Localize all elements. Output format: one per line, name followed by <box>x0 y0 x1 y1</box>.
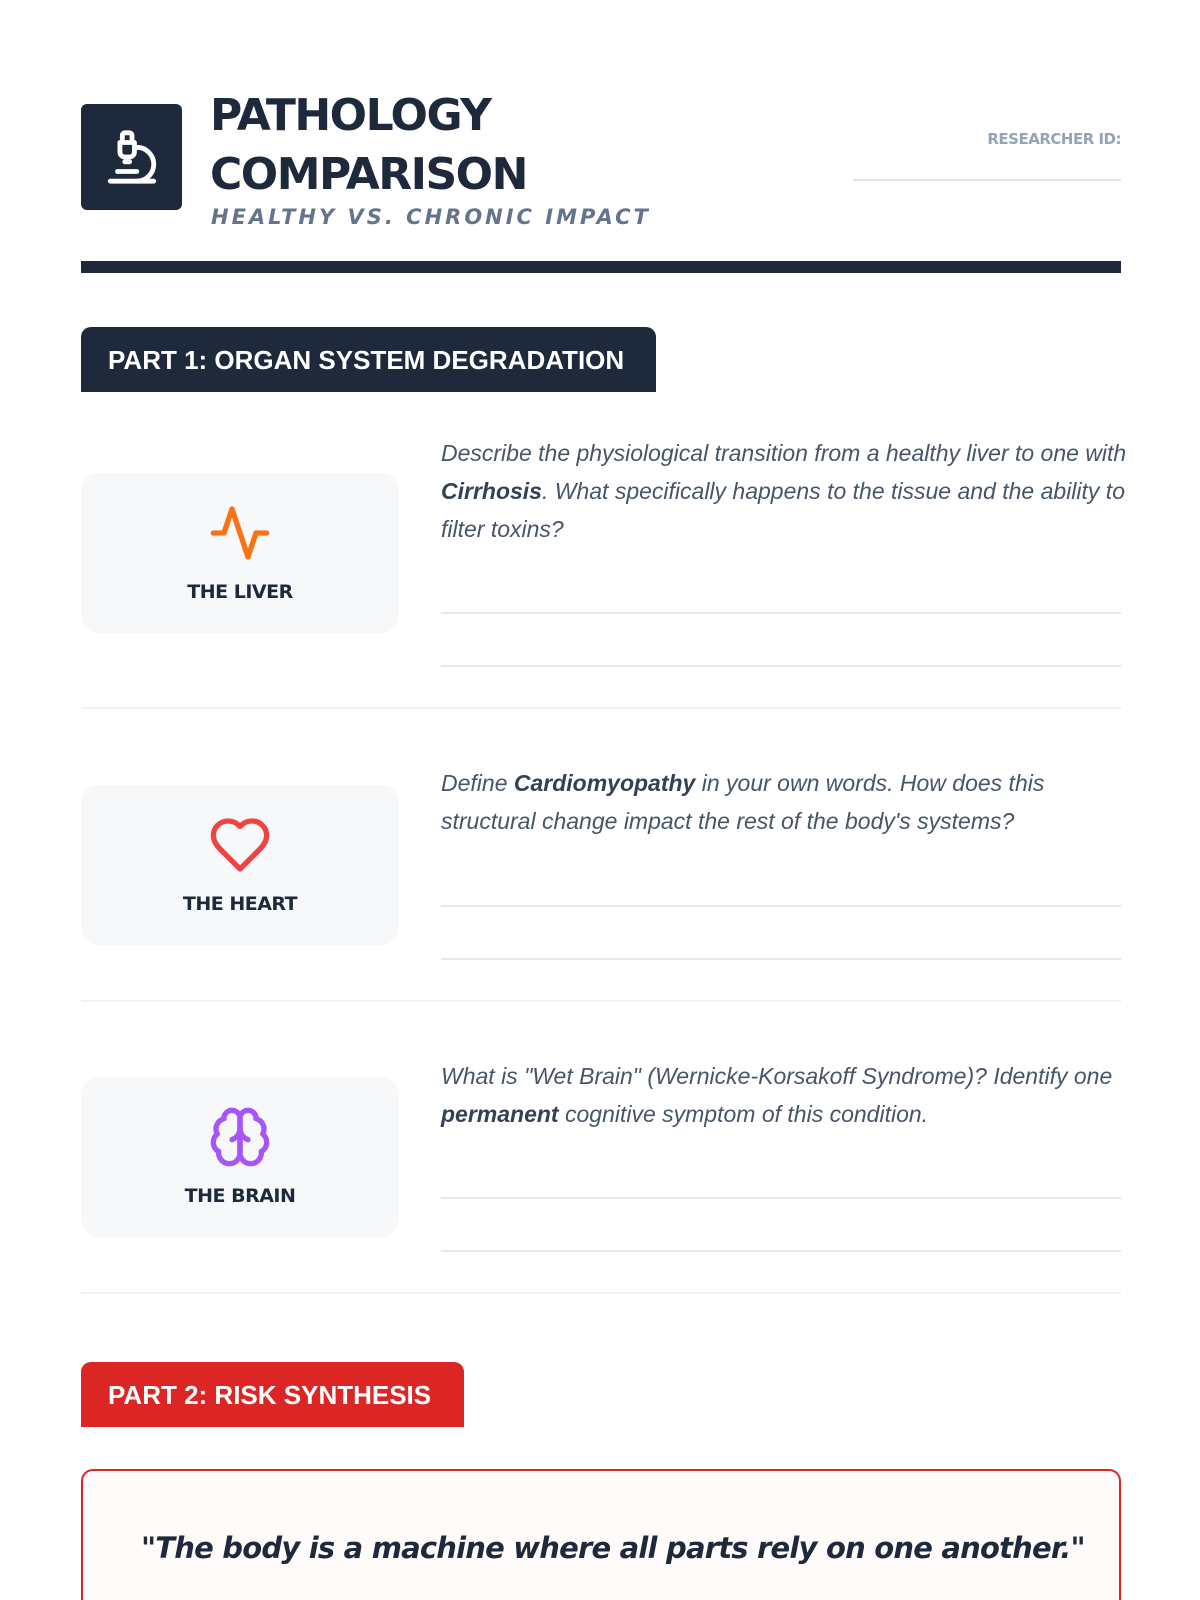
organ-label-liver: THE LIVER <box>187 581 293 603</box>
question-text: cognitive symptom of this condition. <box>558 1101 929 1127</box>
researcher-id-field[interactable] <box>853 178 1121 181</box>
section-divider <box>81 1292 1121 1294</box>
part1-title: PART 1: ORGAN SYSTEM DEGRADATION <box>81 327 656 392</box>
question-keyword: Cirrhosis <box>441 478 542 504</box>
heart-icon <box>208 813 272 877</box>
question-liver <box>441 434 1131 548</box>
answer-line[interactable] <box>441 612 1121 614</box>
section-divider <box>81 707 1121 709</box>
question-keyword: permanent <box>441 1101 559 1127</box>
question-brain <box>441 1057 1131 1133</box>
brain-icon <box>208 1105 272 1169</box>
organ-card-liver <box>81 473 399 633</box>
question-heart <box>441 764 1131 840</box>
organ-card-heart <box>81 785 399 945</box>
answer-line[interactable] <box>441 905 1121 907</box>
pulse-icon <box>208 501 272 565</box>
title-line-2: COMPARISON <box>210 149 527 200</box>
question-text: Define <box>441 770 514 796</box>
section-divider <box>81 1000 1121 1002</box>
title-line-1: PATHOLOGY <box>210 90 491 141</box>
quote-box <box>81 1469 1121 1600</box>
microscope-icon <box>103 125 161 189</box>
researcher-id-label: RESEARCHER ID: <box>987 130 1121 148</box>
answer-line[interactable] <box>441 665 1121 667</box>
answer-line[interactable] <box>441 958 1121 960</box>
quote-text: "The body is a machine where all parts rely on one another." <box>141 1531 1085 1565</box>
organ-label-heart: THE HEART <box>182 893 298 915</box>
header-divider <box>81 261 1121 273</box>
question-text: in your own words. How does this structural change impact the rest of the body's systems? <box>441 770 1045 834</box>
organ-card-brain <box>81 1077 399 1237</box>
question-text: What is "Wet Brain" (Wernicke-Korsakoff Syndrome)? Identify one <box>441 1063 1113 1089</box>
question-keyword: Cardiomyopathy <box>513 770 696 796</box>
answer-line[interactable] <box>441 1197 1121 1199</box>
page-title <box>210 86 810 204</box>
question-text: . What specifically happens to the tissue and the ability to filter toxins? <box>441 478 1125 542</box>
worksheet-header <box>81 86 1121 276</box>
question-text: Describe the physiological transition from a healthy liver to one with <box>441 440 1127 466</box>
organ-label-brain: THE BRAIN <box>184 1185 296 1207</box>
researcher-id-block <box>853 130 1121 181</box>
answer-line[interactable] <box>441 1250 1121 1252</box>
page-subtitle: HEALTHY VS. CHRONIC IMPACT <box>211 205 651 229</box>
part2-title: PART 2: RISK SYNTHESIS <box>81 1362 464 1427</box>
logo-badge <box>81 104 182 210</box>
